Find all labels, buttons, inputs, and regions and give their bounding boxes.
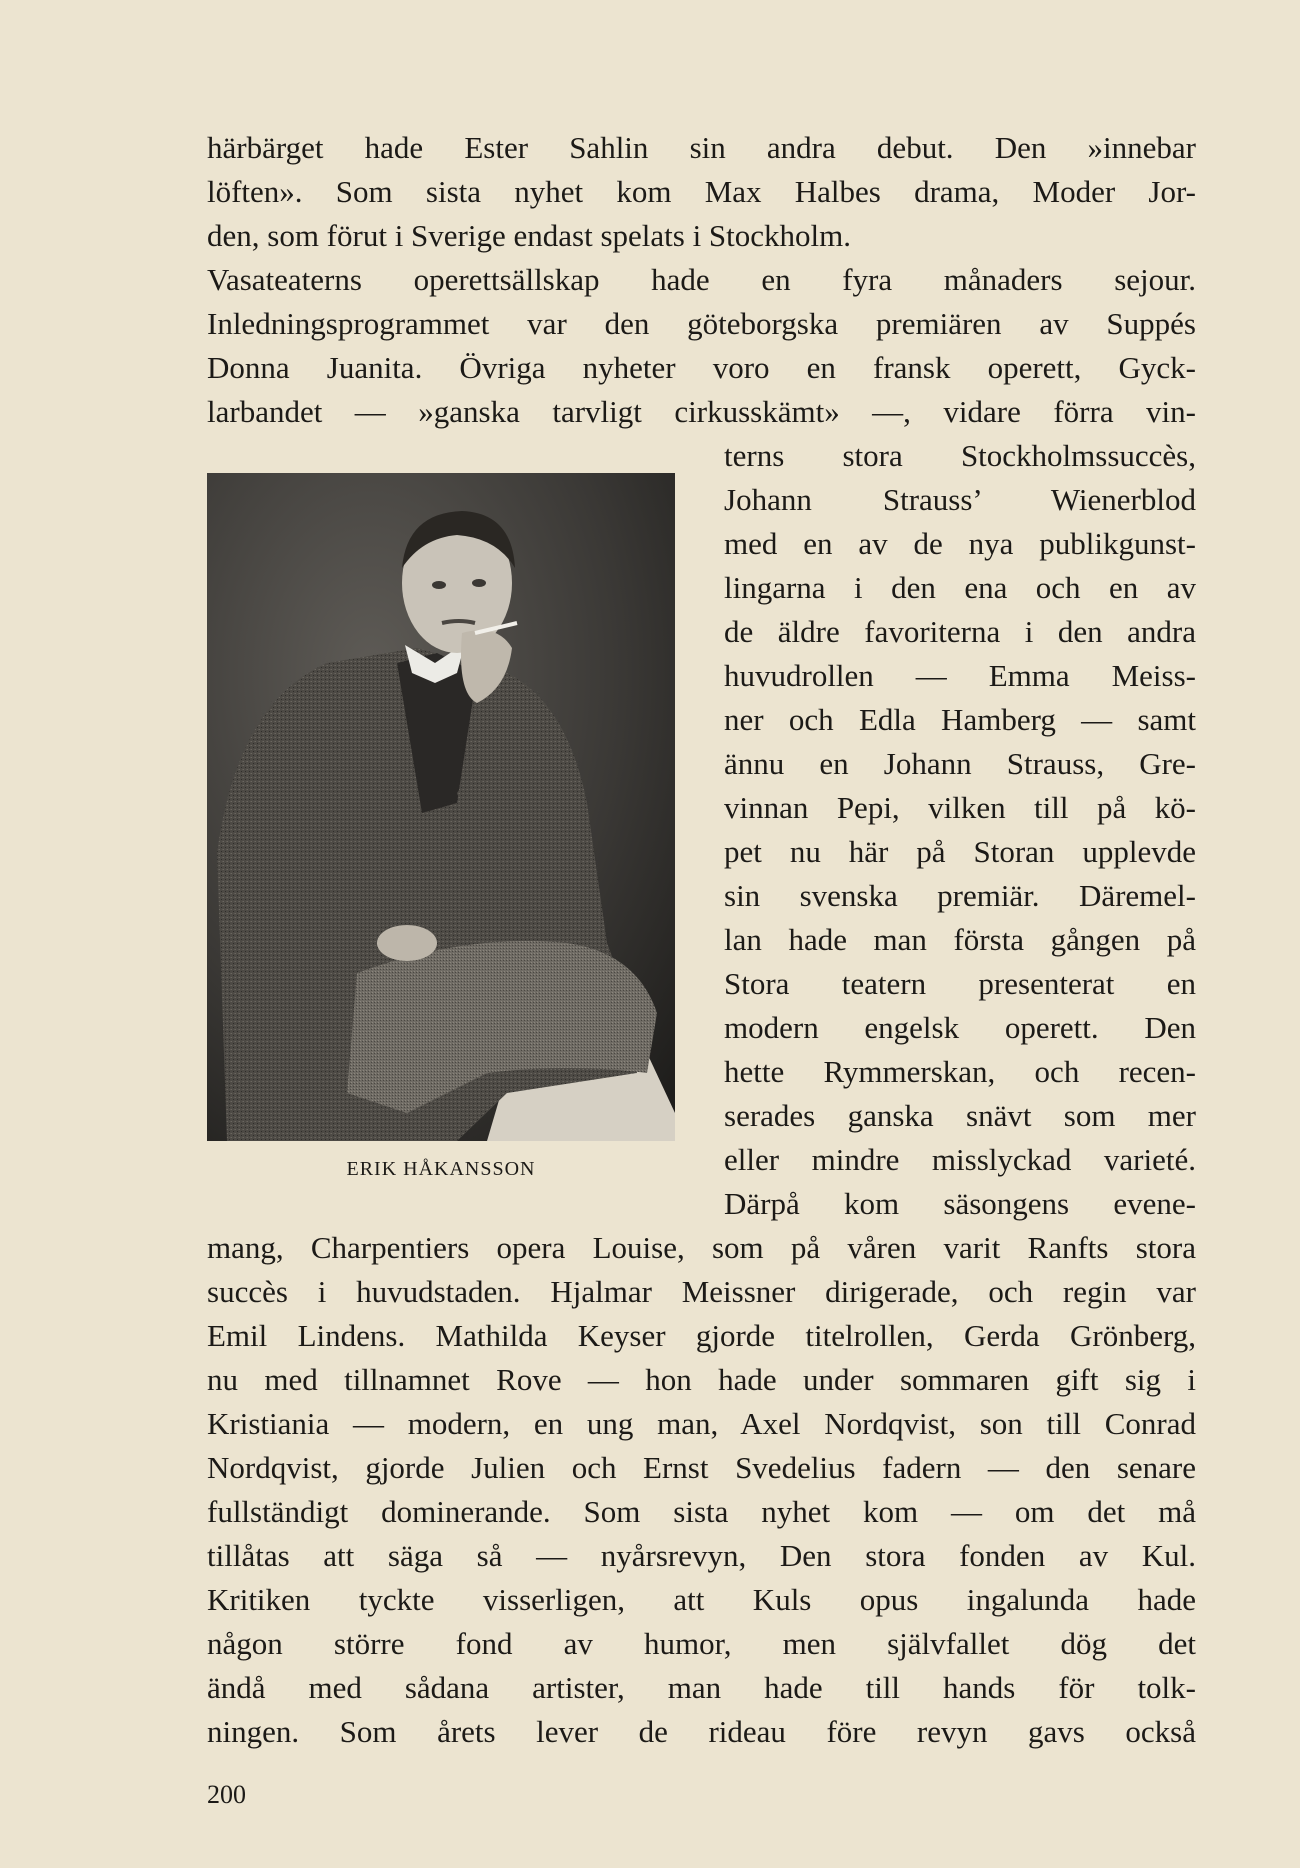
text-line: Emil Lindens. Mathilda Keyser gjorde titelrollen, Gerda Grönberg, (207, 1318, 1196, 1353)
portrait-photo-graphic (207, 473, 675, 1141)
text-line: eller mindre misslyckad varieté. (724, 1142, 1196, 1177)
text-line: löften». Som sista nyhet kom Max Halbes drama, Moder Jor- (207, 174, 1196, 209)
page-number: 200 (207, 1780, 246, 1809)
text-line: huvudrollen — Emma Meiss- (724, 658, 1196, 693)
text-line: Kritiken tyckte visserligen, att Kuls opus ingalunda hade (207, 1582, 1196, 1617)
text-line: serades ganska snävt som mer (724, 1098, 1196, 1133)
text-line: lingarna i den ena och en av (724, 570, 1196, 605)
text-line: tillåtas att säga så — nyårsrevyn, Den stora fonden av Kul. (207, 1538, 1196, 1573)
text-line: med en av de nya publikgunst- (724, 526, 1196, 561)
text-line: Kristiania — modern, en ung man, Axel Nordqvist, son till Conrad (207, 1406, 1196, 1441)
text-line: hette Rymmerskan, och recen- (724, 1054, 1196, 1089)
text-line: Donna Juanita. Övriga nyheter voro en fransk operett, Gyck- (207, 350, 1196, 385)
text-line: Johann Strauss’ Wienerblod (724, 482, 1196, 517)
text-line: sin svenska premiär. Däremel- (724, 878, 1196, 913)
text-line: pet nu här på Storan upplevde (724, 834, 1196, 869)
text-line: mang, Charpentiers opera Louise, som på våren varit Ranfts stora (207, 1230, 1196, 1265)
portrait-photo (207, 473, 675, 1141)
text-line: terns stora Stockholmssuccès, (724, 438, 1196, 473)
text-line: larbandet — »ganska tarvligt cirkusskämt» —, vidare förra vin- (207, 394, 1196, 429)
text-line: ändå med sådana artister, man hade till hands för tolk- (207, 1670, 1196, 1705)
text-line: nu med tillnamnet Rove — hon hade under sommaren gift sig i (207, 1362, 1196, 1397)
text-line: någon större fond av humor, men självfallet dög det (207, 1626, 1196, 1661)
text-line: Därpå kom säsongens evene- (724, 1186, 1196, 1221)
text-line: härbärget hade Ester Sahlin sin andra debut. Den »innebar (207, 130, 1196, 165)
text-line: Vasateaterns operettsällskap hade en fyra månaders sejour. (207, 262, 1196, 297)
photo-caption: ERIK HÅKANSSON (346, 1158, 536, 1180)
text-line: ningen. Som årets lever de rideau före revyn gavs också (207, 1714, 1196, 1749)
text-line: modern engelsk operett. Den (724, 1010, 1196, 1045)
text-line: den, som förut i Sverige endast spelats i Stockholm. (207, 218, 852, 253)
text-line: Inledningsprogrammet var den göteborgska premiären av Suppés (207, 306, 1196, 341)
text-line: ännu en Johann Strauss, Gre- (724, 746, 1196, 781)
text-line: Stora teatern presenterat en (724, 966, 1196, 1001)
text-line: succès i huvudstaden. Hjalmar Meissner dirigerade, och regin var (207, 1274, 1196, 1309)
text-line: ner och Edla Hamberg — samt (724, 702, 1196, 737)
text-line: de äldre favoriterna i den andra (724, 614, 1196, 649)
text-line: lan hade man första gången på (724, 922, 1196, 957)
text-line: vinnan Pepi, vilken till på kö- (724, 790, 1196, 825)
text-line: fullständigt dominerande. Som sista nyhet kom — om det må (207, 1494, 1196, 1529)
text-line: Nordqvist, gjorde Julien och Ernst Svedelius fadern — den senare (207, 1450, 1196, 1485)
